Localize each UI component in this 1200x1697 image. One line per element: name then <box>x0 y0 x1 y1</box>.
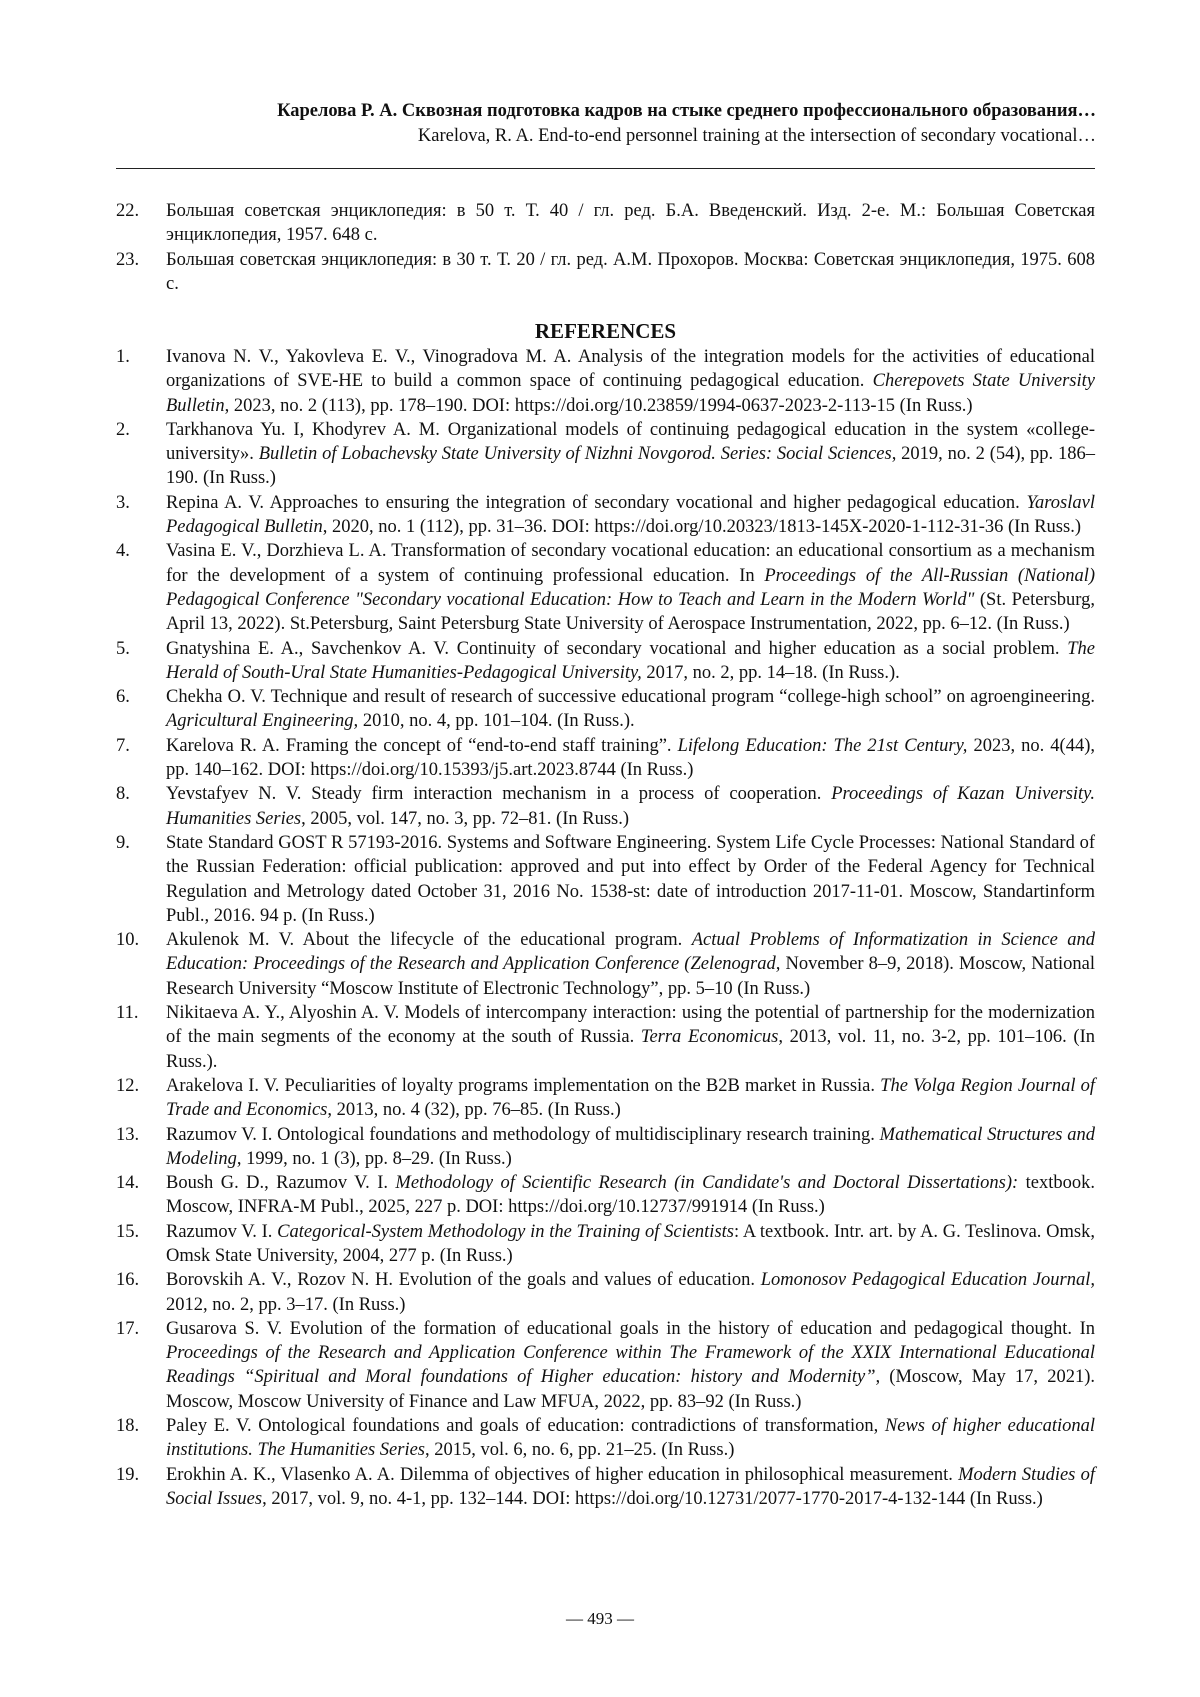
reference-item <box>116 1001 1095 1074</box>
reference-source-title: Proceedings of Kazan University. Humanities Series <box>166 784 1095 828</box>
reference-item <box>116 734 1095 783</box>
reference-text <box>166 685 1095 734</box>
reference-source-title: Bulletin of Lobachevsky State University of Nizhni Novgorod. Series: Social Sciences <box>259 444 892 464</box>
page-number: — 493 — <box>0 1609 1200 1629</box>
reference-number: 2. <box>116 418 130 442</box>
reference-source-title: Cherepovets State University Bulletin <box>166 371 1095 415</box>
reference-number: 19. <box>116 1463 139 1487</box>
reference-text <box>166 1074 1095 1123</box>
reference-text-lead: Borovskih A. V., Rozov N. H. Evolution of the goals and values of education. <box>166 1270 761 1290</box>
reference-source-title: Lifelong Education: The 21st Century, <box>678 736 968 756</box>
reference-number: 8. <box>116 782 130 806</box>
reference-number: 10. <box>116 928 139 952</box>
reference-text-tail: , 2017, vol. 9, no. 4-1, pp. 132–144. DOI: https://doi.org/10.12731/2077-1770-2017-4-132-144 (In Russ.) <box>262 1489 1043 1509</box>
reference-text-tail: 2010, no. 4, pp. 101–104. (In Russ.). <box>358 711 634 731</box>
reference-item <box>116 418 1095 491</box>
reference-item <box>116 1171 1095 1220</box>
reference-source-title: Lomonosov Pedagogical Education Journal, <box>761 1270 1095 1290</box>
reference-text-tail: , 2020, no. 1 (112), pp. 31–36. DOI: https://doi.org/10.20323/1813-145X-2020-1-112-31-36 (In Russ.) <box>323 517 1081 537</box>
reference-number: 16. <box>116 1268 139 1292</box>
reference-text <box>166 345 1095 418</box>
reference-text <box>166 637 1095 686</box>
header-divider <box>116 168 1095 169</box>
reference-text-lead: Arakelova I. V. Peculiarities of loyalty programs implementation on the B2B market in Russia. <box>166 1076 880 1096</box>
reference-source-title: Methodology of Scientific Research (in Candidate's and Doctoral Dissertations): <box>395 1173 1018 1193</box>
header-title-ru: Карелова Р. А. Сквозная подготовка кадров на стыке среднего профессионального образования… <box>118 99 1096 124</box>
reference-number: 22. <box>116 199 139 223</box>
reference-text-lead: Yevstafyev N. V. Steady firm interaction mechanism in a process of cooperation. <box>166 784 831 804</box>
reference-item <box>116 1317 1095 1414</box>
reference-text-lead: Ivanova N. V., Yakovleva E. V., Vinogradova M. A. Analysis of the integration models for the activities of educational organizations of SVE-HE to build a common space of continuing pedagogical education. <box>166 347 1095 391</box>
reference-text-tail: 2012, no. 2, pp. 3–17. (In Russ.) <box>166 1295 405 1315</box>
reference-item <box>116 1268 1095 1317</box>
reference-text <box>166 1220 1095 1269</box>
references-list <box>116 345 1095 1511</box>
reference-source-title: Proceedings of the Research and Application Conference within The Framework of the XXIX International Educational Readings “Spiritual and Moral foundations of Higher education: history and Modernity”, <box>166 1343 1095 1387</box>
reference-source-title: Actual Problems of Informatization in Science and Education: Proceedings of the Research and Application Conference (Zelenograd, <box>166 930 1095 974</box>
reference-text-tail: 2013, vol. 11, no. 3-2, pp. 101–106. (In Russ.). <box>166 1027 1095 1071</box>
journal-page <box>0 0 1200 1697</box>
reference-text-lead: Boush G. D., Razumov V. I. <box>166 1173 395 1193</box>
reference-source-title: Proceedings of the All-Russian (National) Pedagogical Conference "Secondary vocational Education: How to Teach and Learn in the Modern World" <box>166 566 1095 610</box>
reference-item <box>116 199 1095 248</box>
reference-text-tail: , 2005, vol. 147, no. 3, pp. 72–81. (In Russ.) <box>301 809 629 829</box>
reference-text <box>166 1123 1095 1172</box>
reference-number: 1. <box>116 345 130 369</box>
reference-text-tail: 2017, no. 2, pp. 14–18. (In Russ.). <box>642 663 900 683</box>
reference-source-title: Categorical-System Methodology in the Training of Scientists <box>277 1222 734 1242</box>
reference-text: Большая советская энциклопедия: в 30 т. Т. 20 / гл. ред. А.М. Прохоров. Москва: Советская энциклопедия, 1975. 608 с. <box>166 248 1095 297</box>
reference-source-title: Modern Studies of Social Issues <box>166 1465 1095 1509</box>
reference-number: 23. <box>116 248 139 272</box>
reference-item <box>116 539 1095 636</box>
reference-item <box>116 491 1095 540</box>
reference-text-tail: November 8–9, 2018). Moscow, National Research University “Moscow Institute of Electronic Technology”, pp. 5–10 (In Russ.) <box>166 954 1095 998</box>
reference-text <box>166 539 1095 636</box>
header-title-en: Karelova, R. A. End-to-end personnel training at the intersection of secondary vocational… <box>118 124 1096 149</box>
reference-text-lead: Razumov V. I. <box>166 1222 277 1242</box>
reference-text <box>166 831 1095 928</box>
reference-number: 4. <box>116 539 130 563</box>
reference-source-title: Mathematical Structures and Modeling <box>166 1125 1095 1169</box>
reference-text-tail: (St. Petersburg, April 13, 2022). St.Petersburg, Saint Petersburg State University of Aerospace Instrumentation, 2022, pp. 6–12. (In Russ.) <box>166 590 1095 634</box>
reference-text-tail: , 2015, vol. 6, no. 6, pp. 21–25. (In Russ.) <box>425 1440 734 1460</box>
reference-item <box>116 1123 1095 1172</box>
reference-item <box>116 928 1095 1001</box>
reference-item <box>116 345 1095 418</box>
reference-item <box>116 1463 1095 1512</box>
reference-item <box>116 685 1095 734</box>
reference-text-lead: Chekha O. V. Technique and result of research of successive educational program “college-high school” on agroengineering. <box>166 687 1095 707</box>
reference-text-lead: Paley E. V. Ontological foundations and goals of education: contradictions of transformation, <box>166 1416 885 1436</box>
reference-text-tail: , 2013, no. 4 (32), pp. 76–85. (In Russ.) <box>327 1100 620 1120</box>
reference-source-title: Agricultural Engineering, <box>166 711 358 731</box>
reference-item <box>116 831 1095 928</box>
reference-source-title: Yaroslavl Pedagogical Bulletin <box>166 493 1095 537</box>
reference-number: 12. <box>116 1074 139 1098</box>
reference-number: 3. <box>116 491 130 515</box>
reference-item <box>116 248 1095 297</box>
reference-text-lead: State Standard GOST R 57193-2016. Systems and Software Engineering. System Life Cycle Processes: National Standard of the Russian Federation: official publication: approved and put into effect by Order of the Federal Agency for Technical Regulation and Metrology dated October 31, 2016 No. 1538-st: date of introduction 2017-11-01. Moscow, Standartinform Publ., 2016. 94 p. (In Russ.) <box>166 833 1095 926</box>
reference-text-lead: Repina A. V. Approaches to ensuring the integration of secondary vocational and higher pedagogical education. <box>166 493 1026 513</box>
reference-number: 15. <box>116 1220 139 1244</box>
reference-text <box>166 928 1095 1001</box>
reference-text <box>166 418 1095 491</box>
reference-source-title: News of higher educational institutions. The Humanities Series <box>166 1416 1095 1460</box>
reference-text <box>166 1001 1095 1074</box>
reference-text-tail: : A textbook. Intr. art. by A. G. Teslinova. Omsk, Omsk State University, 2004, 277 p. (In Russ.) <box>166 1222 1095 1266</box>
reference-source-title: Terra Economicus, <box>641 1027 783 1047</box>
reference-number: 11. <box>116 1001 138 1025</box>
reference-text <box>166 1414 1095 1463</box>
reference-text-lead: Akulenok M. V. About the lifecycle of the educational program. <box>166 930 692 950</box>
reference-text-tail: (Moscow, May 17, 2021). Moscow, Moscow University of Finance and Law MFUA, 2022, pp. 83–92 (In Russ.) <box>166 1367 1095 1411</box>
reference-number: 14. <box>116 1171 139 1195</box>
reference-text-tail: , 2019, no. 2 (54), pp. 186–190. (In Russ.) <box>166 444 1095 488</box>
reference-text <box>166 1317 1095 1414</box>
reference-item <box>116 1074 1095 1123</box>
reference-source-title: The Volga Region Journal of Trade and Economics <box>166 1076 1095 1120</box>
reference-text <box>166 491 1095 540</box>
reference-number: 18. <box>116 1414 139 1438</box>
reference-text-lead: Karelova R. A. Framing the concept of “end-to-end staff training”. <box>166 736 678 756</box>
reference-text-tail: , 2023, no. 2 (113), pp. 178–190. DOI: https://doi.org/10.23859/1994-0637-2023-2-113-15 (In Russ.) <box>225 396 973 416</box>
reference-number: 5. <box>116 637 130 661</box>
reference-text-tail: , 1999, no. 1 (3), pp. 8–29. (In Russ.) <box>237 1149 512 1169</box>
references-heading: REFERENCES <box>116 318 1095 344</box>
reference-number: 9. <box>116 831 130 855</box>
reference-text-lead: Nikitaeva A. Y., Alyoshin A. V. Models of intercompany interaction: using the potential of partnership for the modernization of the main segments of the economy at the south of Russia. <box>166 1003 1095 1047</box>
reference-text-lead: Razumov V. I. Ontological foundations and methodology of multidisciplinary research training. <box>166 1125 880 1145</box>
reference-text <box>166 1463 1095 1512</box>
reference-source-title: The Herald of South-Ural State Humanities-Pedagogical University, <box>166 639 1095 683</box>
reference-number: 7. <box>116 734 130 758</box>
reference-item <box>116 1414 1095 1463</box>
reference-text: Большая советская энциклопедия: в 50 т. Т. 40 / гл. ред. Б.А. Введенский. Изд. 2-е. М.: Большая Советская энциклопедия, 1957. 648 с. <box>166 199 1095 248</box>
reference-item <box>116 782 1095 831</box>
reference-text <box>166 782 1095 831</box>
reference-number: 17. <box>116 1317 139 1341</box>
reference-text-lead: Gusarova S. V. Evolution of the formation of educational goals in the history of education and pedagogical thought. In <box>166 1319 1095 1339</box>
reference-text <box>166 734 1095 783</box>
reference-text-lead: Gnatyshina E. A., Savchenkov A. V. Continuity of secondary vocational and higher education as a social problem. <box>166 639 1067 659</box>
reference-text-lead: Erokhin A. K., Vlasenko A. A. Dilemma of objectives of higher education in philosophical measurement. <box>166 1465 958 1485</box>
reference-text <box>166 1268 1095 1317</box>
reference-text <box>166 1171 1095 1220</box>
reference-item <box>116 637 1095 686</box>
reference-text-lead: Vasina E. V., Dorzhieva L. A. Transformation of secondary vocational education: an educational consortium as a mechanism for the development of a system of continuing professional education. In <box>166 541 1095 585</box>
russian-reference-list <box>116 199 1095 296</box>
reference-number: 13. <box>116 1123 139 1147</box>
reference-item <box>116 1220 1095 1269</box>
reference-number: 6. <box>116 685 130 709</box>
running-header <box>118 99 1096 149</box>
reference-text-tail: 2023, no. 4(44), pp. 140–162. DOI: https://doi.org/10.15393/j5.art.2023.8744 (In Russ.) <box>166 736 1095 780</box>
reference-text-lead: Tarkhanova Yu. I, Khodyrev A. M. Organizational models of continuing pedagogical education in the system «college-university». <box>166 420 1095 464</box>
reference-text-tail: textbook. Moscow, INFRA-M Publ., 2025, 227 p. DOI: https://doi.org/10.12737/991914 (In Russ.) <box>166 1173 1095 1217</box>
